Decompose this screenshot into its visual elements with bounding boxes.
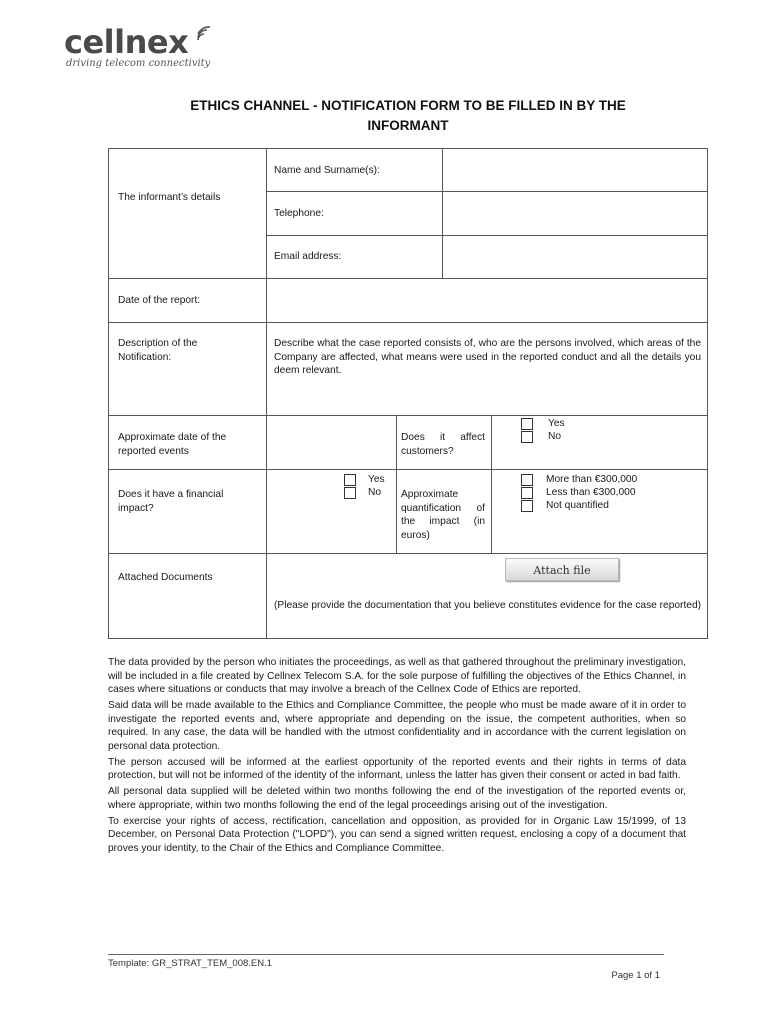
description-instructions[interactable]: Describe what the case reported consists of, who are the persons involved, which areas of the Company are affected, what means were used in the reported conduct and all the details you deem relevant. [274, 338, 701, 376]
template-code: Template: GR_STRAT_TEM_008.EN.1 [108, 958, 273, 969]
quant-less-label: Less than €300,000 [546, 487, 636, 498]
notification-form [108, 148, 708, 639]
quantification-label: Approximate quantification of the impact (in euros) [401, 489, 485, 541]
row-line [108, 278, 708, 279]
informant-details-label: The informant’s details [118, 192, 221, 203]
form-border-left [108, 148, 109, 639]
quant-not-label: Not quantified [546, 500, 609, 511]
page-number: Page 1 of 1 [611, 970, 660, 981]
notice-paragraph: All personal data supplied will be deleted within two months following the end of the investigation of the reported events or, where appropriate, within two months following the end of the legal proceedings arising out of the investigation. [108, 786, 686, 811]
email-label: Email address: [274, 251, 342, 262]
row-line [108, 322, 708, 323]
cellnex-logo [64, 23, 211, 69]
financial-impact-label: Does it have a financial impact? [118, 489, 224, 514]
row-line [108, 553, 708, 554]
title-line-1: ETHICS CHANNEL - NOTIFICATION FORM TO BE FILLED IN BY THE [190, 98, 626, 113]
notice-paragraph: The data provided by the person who initiates the proceedings, as well as that gathered throughout the preliminary investigation, will be included in a file created by Cellnex Telecom S.A. for the sole purpose of fulfilling the objectives of the Ethics Channel, in cases where situations or conducts that may involve a breach of the Cellnex Code of Ethics are reported. [108, 657, 686, 695]
affect-no-label: No [548, 431, 562, 442]
attach-file-button[interactable]: Attach file [505, 558, 619, 581]
affect-yes-label: Yes [548, 418, 565, 429]
form-border-bottom [108, 638, 708, 639]
row-line [266, 235, 708, 236]
quant-less-checkbox[interactable] [521, 487, 533, 499]
logo-tagline: driving telecom connectivity [66, 58, 211, 69]
quant-more-label: More than €300,000 [546, 474, 638, 485]
financial-no-label: No [368, 487, 382, 498]
notice-paragraph: Said data will be made available to the Ethics and Compliance Committee, the people who must be made aware of it in order to investigate the reported events and, where appropriate and depending on the issue, the competent authorities, when so required. In any case, the data will be handled with the utmost confidentiality and in accordance with the current legislation on personal data protection. [108, 700, 686, 752]
col-line [266, 148, 267, 639]
affect-no-checkbox[interactable] [521, 431, 533, 443]
attach-note: (Please provide the documentation that you believe constitutes evidence for the case reported) [274, 600, 701, 611]
report-date-label: Date of the report: [118, 295, 201, 306]
title-line-2: INFORMANT [367, 118, 449, 133]
financial-no-checkbox[interactable] [344, 487, 356, 499]
form-border-right [707, 148, 708, 639]
footer-divider [108, 954, 664, 955]
notice-paragraph: The person accused will be informed at the earliest opportunity of the reported events and their rights in terms of data protection, but will not be informed of the identity of the informant, unless the latter has given their consent or acted in bad faith. [108, 756, 686, 781]
affect-customers-label: Does it affect customers? [401, 432, 485, 457]
name-label: Name and Surname(s): [274, 165, 380, 176]
quant-more-checkbox[interactable] [521, 474, 533, 486]
signal-waves-icon [196, 26, 212, 42]
row-line [108, 469, 708, 470]
approx-date-label: Approximate date of the reported events [118, 432, 227, 457]
col-line [442, 148, 443, 279]
notice-paragraph: To exercise your rights of access, rectification, cancellation and opposition, as provided for in Organic Law 15/1999, of 13 December, on Personal Data Protection ("LOPD"), you can send a signed written request, enclosing a copy of a document that proves your identity, to the Chair of the Ethics and Compliance Committee. [108, 815, 686, 854]
data-protection-notice [108, 656, 686, 858]
attached-documents-label: Attached Documents [118, 572, 213, 583]
logo-wordmark: cellnex [64, 23, 189, 61]
affect-yes-checkbox[interactable] [521, 418, 533, 430]
col-line [396, 415, 397, 553]
telephone-label: Telephone: [274, 208, 324, 219]
financial-yes-checkbox[interactable] [344, 474, 356, 486]
page-title [108, 96, 708, 136]
description-label: Description of the Notification: [118, 338, 198, 363]
form-border-top [108, 148, 708, 149]
col-line [491, 415, 492, 553]
row-line [108, 415, 708, 416]
quant-not-checkbox[interactable] [521, 500, 533, 512]
financial-yes-label: Yes [368, 474, 385, 485]
row-line [266, 191, 708, 192]
